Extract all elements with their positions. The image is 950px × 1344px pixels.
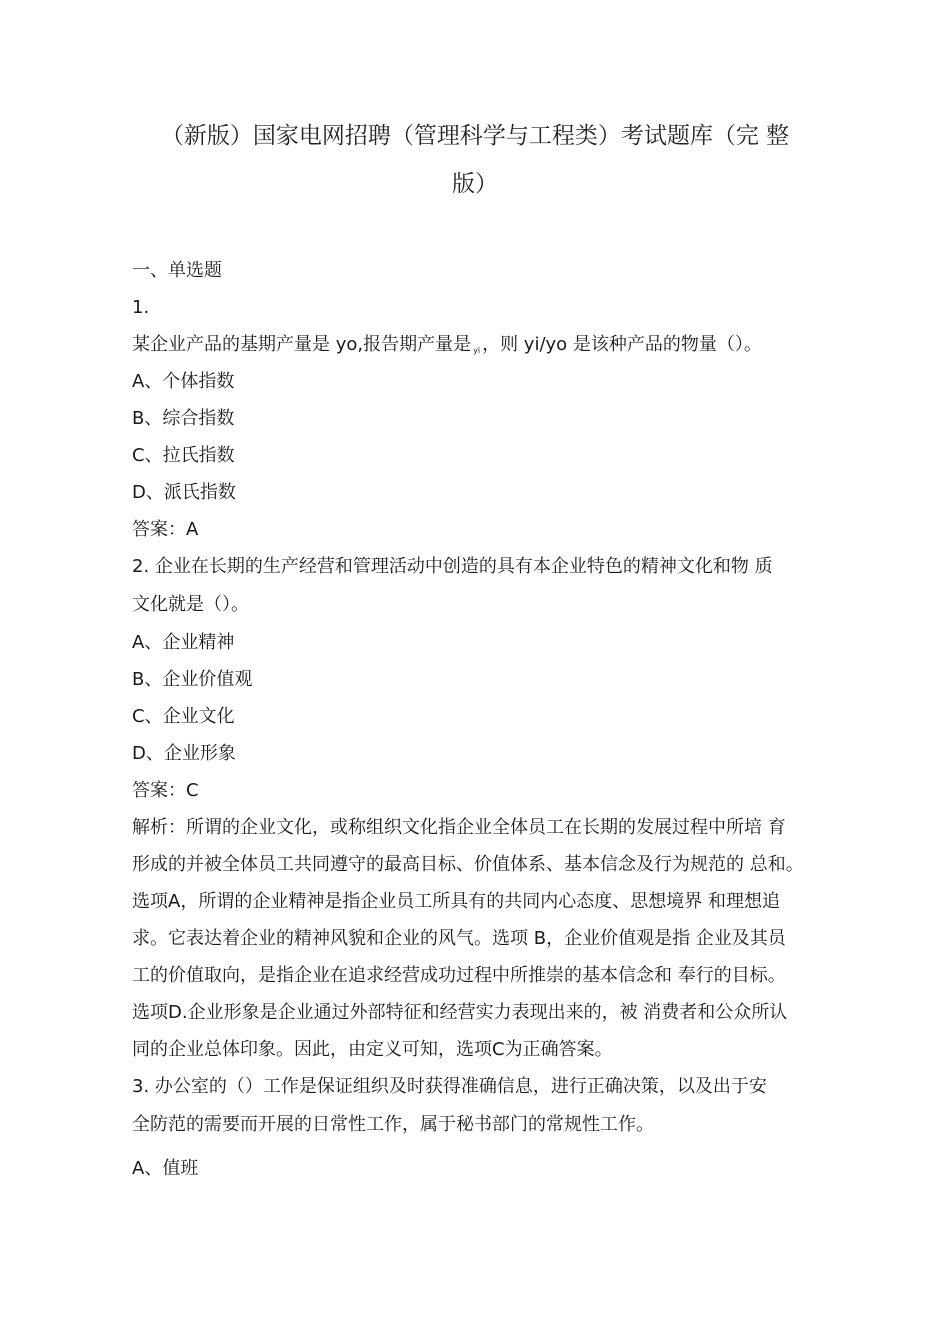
question-1-option-b: B、综合指数: [132, 408, 235, 429]
question-1-option-d: D、派氏指数: [132, 482, 236, 503]
question-2-analysis-line-5: 工的价值取向，是指企业在追求经营成功过程中所推崇的基本信念和 奉行的目标。: [132, 965, 786, 986]
question-2-option-c: C、企业文化: [132, 706, 235, 727]
question-2-stem-line-1: 2. 企业在长期的生产经营和管理活动中创造的具有本企业特色的精神文化和物 质: [132, 556, 773, 577]
question-2-option-a: A、企业精神: [132, 632, 235, 653]
title-line-1: （新版）国家电网招聘（管理科学与工程类）考试题库（完 整: [160, 123, 790, 149]
question-2-stem-line-2: 文化就是（）。: [132, 594, 249, 615]
question-2-analysis-line-4: 求。它表达着企业的精神风貌和企业的风气。选项 B，企业价值观是指 企业及其员: [132, 928, 786, 949]
document-body: [132, 252, 832, 1187]
section-heading: 一、单选题: [132, 260, 222, 281]
question-1-answer: 答案：A: [132, 519, 199, 540]
question-1-stem-part2: ，则 yi/yo 是该种产品的物量（）。: [482, 334, 762, 355]
question-1-stem: [132, 326, 832, 363]
question-2-option-d: D、企业形象: [132, 743, 236, 764]
question-1-option-a: A、个体指数: [132, 371, 235, 392]
document-title: [130, 112, 820, 208]
question-1-number: 1.: [132, 297, 150, 318]
question-2-analysis-line-7: 同的企业总体印象。因此，由定义可知，选项C为正确答案。: [132, 1039, 613, 1060]
question-1-stem-part1: 某企业产品的基期产量是 yo,报告期产量是: [132, 334, 472, 355]
question-2-analysis-line-1: 解析：所谓的企业文化，或称组织文化指企业全体员工在长期的发展过程中所培 育: [132, 817, 786, 838]
question-3-stem-line-2: 全防范的需要而开展的日常性工作，属于秘书部门的常规性工作。: [132, 1114, 654, 1135]
question-1-option-c: C、拉氏指数: [132, 445, 235, 466]
question-2-analysis-line-6: 选项D.企业形象是企业通过外部特征和经营实力表现出来的，被 消费者和公众所认: [132, 1002, 788, 1023]
question-2-answer: 答案：C: [132, 780, 199, 801]
question-2-option-b: B、企业价值观: [132, 669, 253, 690]
question-2-analysis-line-2: 形成的并被全体员工共同遵守的最高目标、价值体系、基本信念及行为规范的 总和。: [132, 854, 804, 875]
question-3-stem-line-1: 3. 办公室的（）工作是保证组织及时获得准确信息，进行正确决策，以及出于安: [132, 1076, 767, 1097]
question-1-stem-subscript: yi: [473, 346, 481, 355]
title-line-2: 版）: [452, 171, 498, 197]
question-2-analysis-line-3: 选项A，所谓的企业精神是指企业员工所具有的共同内心态度、思想境界 和理想追: [132, 891, 781, 912]
question-3-option-a: A、值班: [132, 1158, 199, 1179]
